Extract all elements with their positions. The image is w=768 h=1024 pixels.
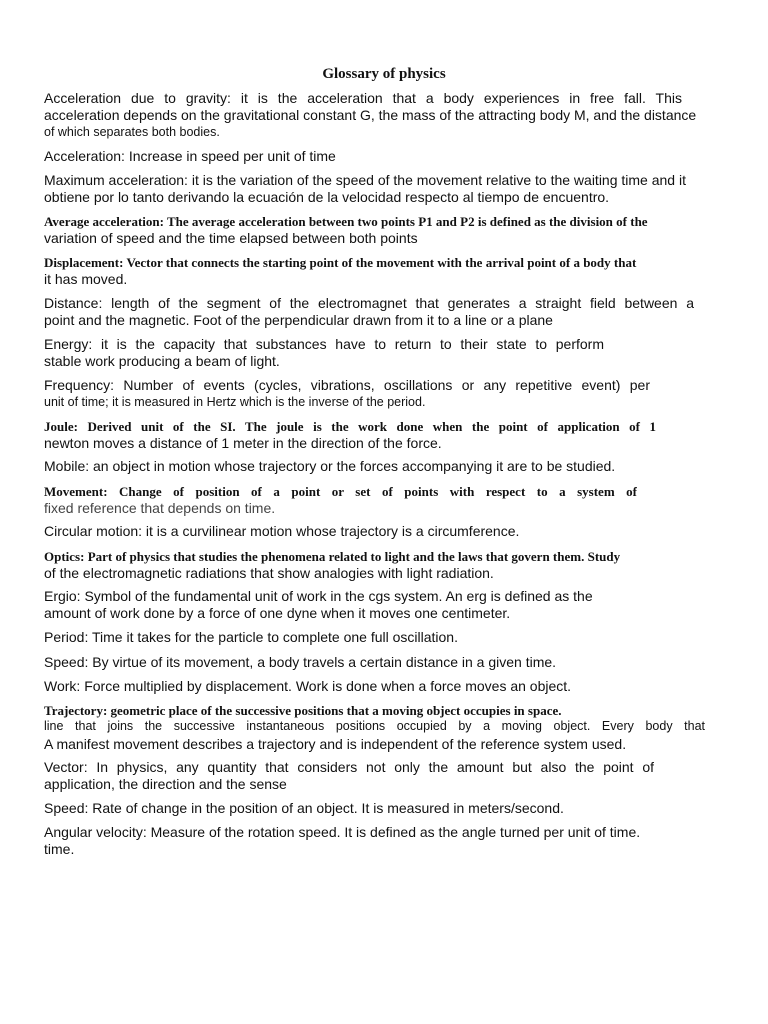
entry-line: Acceleration due to gravity: it is the acceleration that a body experiences in free fall. This bbox=[44, 90, 682, 106]
entry-line: Distance: length of the segment of the electromagnet that generates a straight field between a bbox=[44, 295, 694, 311]
entry-line: fixed reference that depends on time. bbox=[44, 500, 276, 516]
entry-line: Mobile: an object in motion whose trajectory or the forces accompanying it are to be studied. bbox=[44, 458, 616, 474]
entry-line: point and the magnetic. Foot of the perpendicular drawn from it to a line or a plane bbox=[44, 312, 553, 328]
entry-line: Optics: Part of physics that studies the phenomena related to light and the laws that govern them. Study bbox=[44, 549, 621, 564]
entry-line: Work: Force multiplied by displacement. Work is done when a force moves an object. bbox=[44, 678, 572, 694]
entry-line: of which separates both bodies. bbox=[44, 125, 220, 139]
entry-line: Vector: In physics, any quantity that considers not only the amount but also the point of bbox=[44, 759, 654, 775]
entry-line: acceleration depends on the gravitational constant G, the mass of the attracting body M, and the distance bbox=[44, 107, 697, 123]
entry-line: Ergio: Symbol of the fundamental unit of work in the cgs system. An erg is defined as the bbox=[44, 588, 593, 604]
entry-line: of the electromagnetic radiations that show analogies with light radiation. bbox=[44, 565, 494, 581]
entry-line: newton moves a distance of 1 meter in the direction of the force. bbox=[44, 435, 442, 451]
entry-line: application, the direction and the sense bbox=[44, 776, 287, 792]
entry-line: obtiene por lo tanto derivando la ecuación de la velocidad respecto al tiempo de encuentro. bbox=[44, 189, 610, 205]
entry-line: time. bbox=[44, 841, 75, 857]
entry-line: Joule: Derived unit of the SI. The joule is the work done when the point of application of 1 bbox=[44, 419, 656, 434]
entry-line: Displacement: Vector that connects the starting point of the movement with the arrival point of a body that bbox=[44, 255, 637, 270]
entry-line: Movement: Change of position of a point or set of points with respect to a system of bbox=[44, 484, 637, 499]
entry-line: Speed: Rate of change in the position of an object. It is measured in meters/second. bbox=[44, 800, 564, 816]
entry-line: it has moved. bbox=[44, 271, 128, 287]
entry-line: Speed: By virtue of its movement, a body travels a certain distance in a given time. bbox=[44, 654, 557, 670]
entry-line: Circular motion: it is a curvilinear motion whose trajectory is a circumference. bbox=[44, 523, 520, 539]
entry-line: variation of speed and the time elapsed between both points bbox=[44, 230, 418, 246]
entry-line: stable work producing a beam of light. bbox=[44, 353, 280, 369]
entry-line: Period: Time it takes for the particle to complete one full oscillation. bbox=[44, 629, 458, 645]
entry-line: Trajectory: geometric place of the successive positions that a moving object occupies in space. bbox=[44, 703, 562, 718]
entry-line: Energy: it is the capacity that substances have to return to their state to perform bbox=[44, 336, 604, 352]
entry-line: Angular velocity: Measure of the rotation speed. It is defined as the angle turned per unit of time. bbox=[44, 824, 641, 840]
entry-line: Average acceleration: The average acceleration between two points P1 and P2 is defined as the division of the bbox=[44, 214, 648, 229]
entry-line: Frequency: Number of events (cycles, vibrations, oscillations or any repetitive event) per bbox=[44, 377, 650, 393]
entry-line: amount of work done by a force of one dyne when it moves one centimeter. bbox=[44, 605, 511, 621]
entry-line: A manifest movement describes a trajectory and is independent of the reference system used. bbox=[44, 736, 627, 752]
entry-line: unit of time; it is measured in Hertz which is the inverse of the period. bbox=[44, 395, 426, 409]
entry-line: line that joins the successive instantaneous positions occupied by a moving object. Every body that bbox=[44, 719, 705, 733]
page-title: Glossary of physics bbox=[322, 66, 446, 82]
entry-line: Acceleration: Increase in speed per unit of time bbox=[44, 148, 336, 164]
entry-line: Maximum acceleration: it is the variation of the speed of the movement relative to the waiting time and it bbox=[44, 172, 686, 188]
